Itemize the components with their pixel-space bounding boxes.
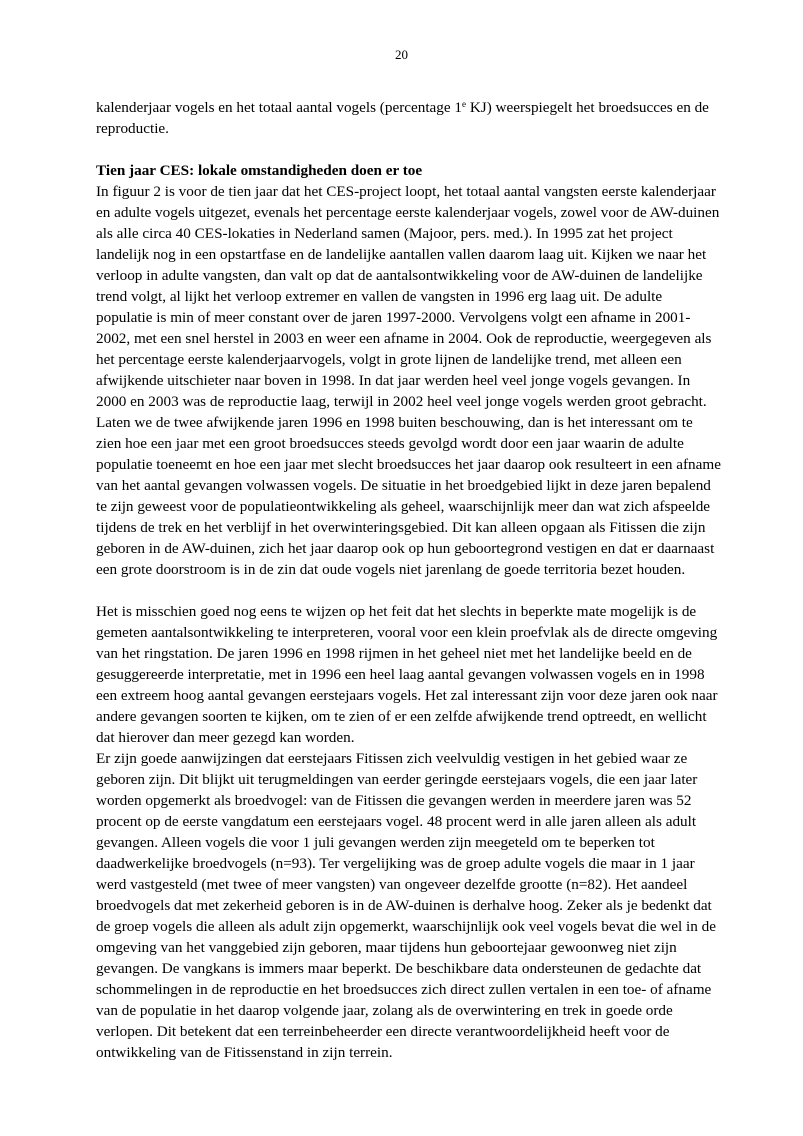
section-heading: Tien jaar CES: lokale omstandigheden doen er toe: [96, 162, 423, 179]
paragraph-gap: [96, 580, 721, 601]
paragraph-first-year-birds: Er zijn goede aanwijzingen dat eerstejaars Fitissen zich veelvuldig vestigen in het gebied waar ze geboren zijn. Dit blijkt uit terugmeldingen van eerder geringde eerstejaars vogels, die een jaar later worden opgemerkt als broedvogel: van de Fitissen die gevangen werden in meerdere jaren was 52 procent op de eerste vangdatum een eerstejaars vogel. 48 procent werd in alle jaren alleen als adult gevangen. Alleen vogels die voor 1 juli gevangen werden zijn meegeteld om te beperken tot daadwerkelijke broedvogels (n=93). Ter vergelijking was de groep adulte vogels die maar in 1 jaar werd vastgesteld (met twee of meer vangsten) van ongeveer dezelfde grootte (n=82). Het aandeel broedvogels dat met zekerheid geboren is in de AW-duinen is derhalve hoog. Zeker als je bedenkt dat de groep vogels die alleen als adult zijn opgemerkt, waarschijnlijk ook veel vogels bevat die wel in de omgeving van het vanggebied zijn geboren, maar tijdens hun geboortejaar gewoonweg niet zijn gevangen. De vangkans is immers maar beperkt. De beschikbare data ondersteunen de gedachte dat schommelingen in de reproductie en het broedsucces zich direct zullen vertalen in een toe- of afname van de populatie in het daarop volgende jaar, zolang als de overwintering en trek in goede orde verlopen. Dit betekent dat een terreinbeheerder een directe verantwoordelijkheid heeft voor de ontwikkeling van de Fitissenstand in zijn terrein.: [96, 750, 716, 1061]
paragraph-interpretation: Het is misschien goed nog eens te wijzen op het feit dat het slechts in beperkte mate mogelijk is de gemeten aantalsontwikkeling te interpreteren, vooral voor een klein proefvlak als de directe omgeving van het ringstation. De jaren 1996 en 1998 rijmen in het geheel niet met het landelijke beeld en de gesuggereerde interpretatie, met in 1996 een heel laag aantal gevangen volwassen vogels en in 1998 een extreem hoog aantal gevangen eerstejaars vogels. Het zal interessant zijn voor deze jaren ook naar andere gevangen soorten te kijken, om te zien of er een zelfde afwijkende trend optreedt, en wellicht dat hierover dan meer gezegd kan worden.: [96, 603, 718, 746]
superscript-e: e: [462, 99, 467, 109]
paragraph-gap: [96, 139, 721, 160]
intro-paragraph: [96, 97, 721, 139]
body-text: [96, 97, 721, 1063]
intro-text-end: KJ) weerspiegelt het broedsucces en de reproductie.: [96, 99, 709, 137]
intro-text-start: kalenderjaar vogels en het totaal aantal vogels (percentage 1: [96, 99, 463, 116]
page-number: 20: [395, 47, 408, 62]
paragraph-figure-2: In figuur 2 is voor de tien jaar dat het CES-project loopt, het totaal aantal vangsten eerste kalenderjaar en adulte vogels uitgezet, evenals het percentage eerste kalenderjaar vogels, zowel voor de AW-duinen als alle circa 40 CES-lokaties in Nederland samen (Majoor, pers. med.). In 1995 zat het project landelijk nog in een opstartfase en de landelijke aantallen vallen daarom laag uit. Kijken we naar het verloop in adulte vangsten, dan valt op dat de aantalsontwikkeling voor de AW-duinen de landelijke trend volgt, al lijkt het verloop extremer en vallen de vangsten in 1996 erg laag uit. De adulte populatie is min of meer constant over de jaren 1997-2000. Vervolgens volgt een afname in 2001-2002, met een snel herstel in 2003 en weer een afname in 2004. Ook de reproductie, weergegeven als het percentage eerste kalenderjaarvogels, volgt in grote lijnen de landelijke trend, met alleen een afwijkende uitschieter naar boven in 1998. In dat jaar werden heel veel jonge vogels gevangen. In 2000 en 2003 was de reproductie laag, terwijl in 2002 heel veel jonge vogels werden groot gebracht. Laten we de twee afwijkende jaren 1996 en 1998 buiten beschouwing, dan is het interessant om te zien hoe een jaar met een groot broedsucces steeds gevolgd wordt door een jaar waarin de adulte populatie toeneemt en hoe een jaar met slecht broedsucces het jaar daarop ook resulteert in een afname van het aantal gevangen volwassen vogels. De situatie in het broedgebied lijkt in deze jaren bepalend te zijn geweest voor de populatieontwikkeling als geheel, waarschijnlijk meer dan wat zich afspeelde tijdens de trek en het verblijf in het overwinteringsgebied. Dit kan alleen opgaan als Fitissen die zijn geboren in de AW-duinen, zich het jaar daarop ook op hun geboortegrond vestigen en dat er daarnaast een grote doorstroom is in de zin dat oude vogels niet jarenlang de goede territoria bezet houden.: [96, 183, 721, 578]
